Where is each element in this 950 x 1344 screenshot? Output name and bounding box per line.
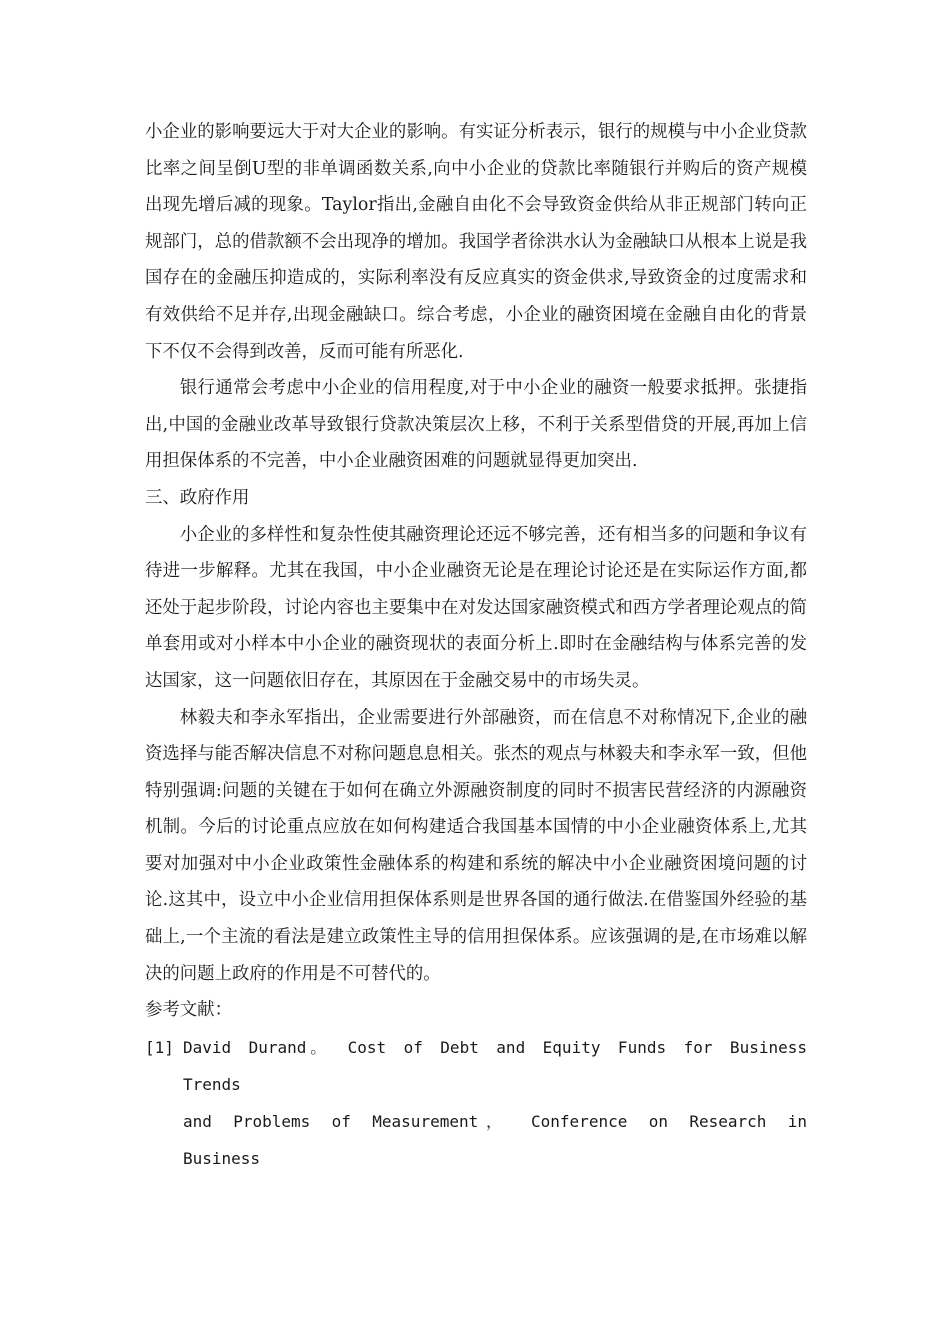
document-body bbox=[145, 114, 807, 1177]
reference-text bbox=[183, 1029, 807, 1177]
reference-line-2: and Problems of Measurement， Conference on Research in Business bbox=[183, 1111, 807, 1168]
reference-line-1: David Durand。 Cost of Debt and Equity Funds for Business Trends bbox=[183, 1037, 807, 1094]
paragraph-financial-liberalization: 小企业的影响要远大于对大企业的影响。有实证分析表示，银行的规模与中小企业贷款比率之间呈倒U型的非单调函数关系,向中小企业的贷款比率随银行并购后的资产规模出现先增后减的现象。Taylor指出,金融自由化不会导致资金供给从非正规部门转向正规部门，总的借款额不会出现净的增加。我国学者徐洪水认为金融缺口从根本上说是我国存在的金融压抑造成的，实际利率没有反应真实的资金供求,导致资金的过度需求和有效供给不足并存,出现金融缺口。综合考虑，小企业的融资困境在金融自由化的背景下不仅不会得到改善，反而可能有所恶化. bbox=[145, 122, 807, 362]
references-list bbox=[145, 1029, 807, 1177]
paragraph-sme-financing-theory: 小企业的多样性和复杂性使其融资理论还远不够完善，还有相当多的问题和争议有待进一步解释。尤其在我国，中小企业融资无论是在理论讨论还是在实际运作方面,都还处于起步阶段，讨论内容也主要集中在对发达国家融资模式和西方学者理论观点的简单套用或对小样本中小企业的融资现状的表面分析上.即时在金融结构与体系完善的发达国家，这一问题依旧存在，其原因在于金融交易中的市场失灵。 bbox=[145, 524, 807, 691]
paragraph-bank-credit: 银行通常会考虑中小企业的信用程度,对于中小企业的融资一般要求抵押。张捷指出,中国的金融业改革导致银行贷款决策层次上移，不利于关系型借贷的开展,再加上信用担保体系的不完善，中小企业融资困难的问题就显得更加突出. bbox=[145, 378, 807, 472]
reference-item bbox=[145, 1029, 807, 1177]
references-heading: 参考文献： bbox=[145, 1000, 232, 1021]
paragraph-credit-guarantee: 林毅夫和李永军指出，企业需要进行外部融资，而在信息不对称情况下,企业的融资选择与能否解决信息不对称问题息息相关。张杰的观点与林毅夫和李永军一致，但他特别强调:问题的关键在于如何在确立外源融资制度的同时不损害民营经济的内源融资机制。今后的讨论重点应放在如何构建适合我国基本国情的中小企业融资体系上,尤其要对加强对中小企业政策性金融体系的构建和系统的解决中小企业融资困境问题的讨论.这其中，设立中小企业信用担保体系则是世界各国的通行做法.在借鉴国外经验的基础上,一个主流的看法是建立政策性主导的信用担保体系。应该强调的是,在市场难以解决的问题上政府的作用是不可替代的。 bbox=[145, 707, 807, 984]
reference-number: [1] bbox=[145, 1037, 174, 1057]
section-heading-government-role: 三、政府作用 bbox=[145, 487, 250, 508]
